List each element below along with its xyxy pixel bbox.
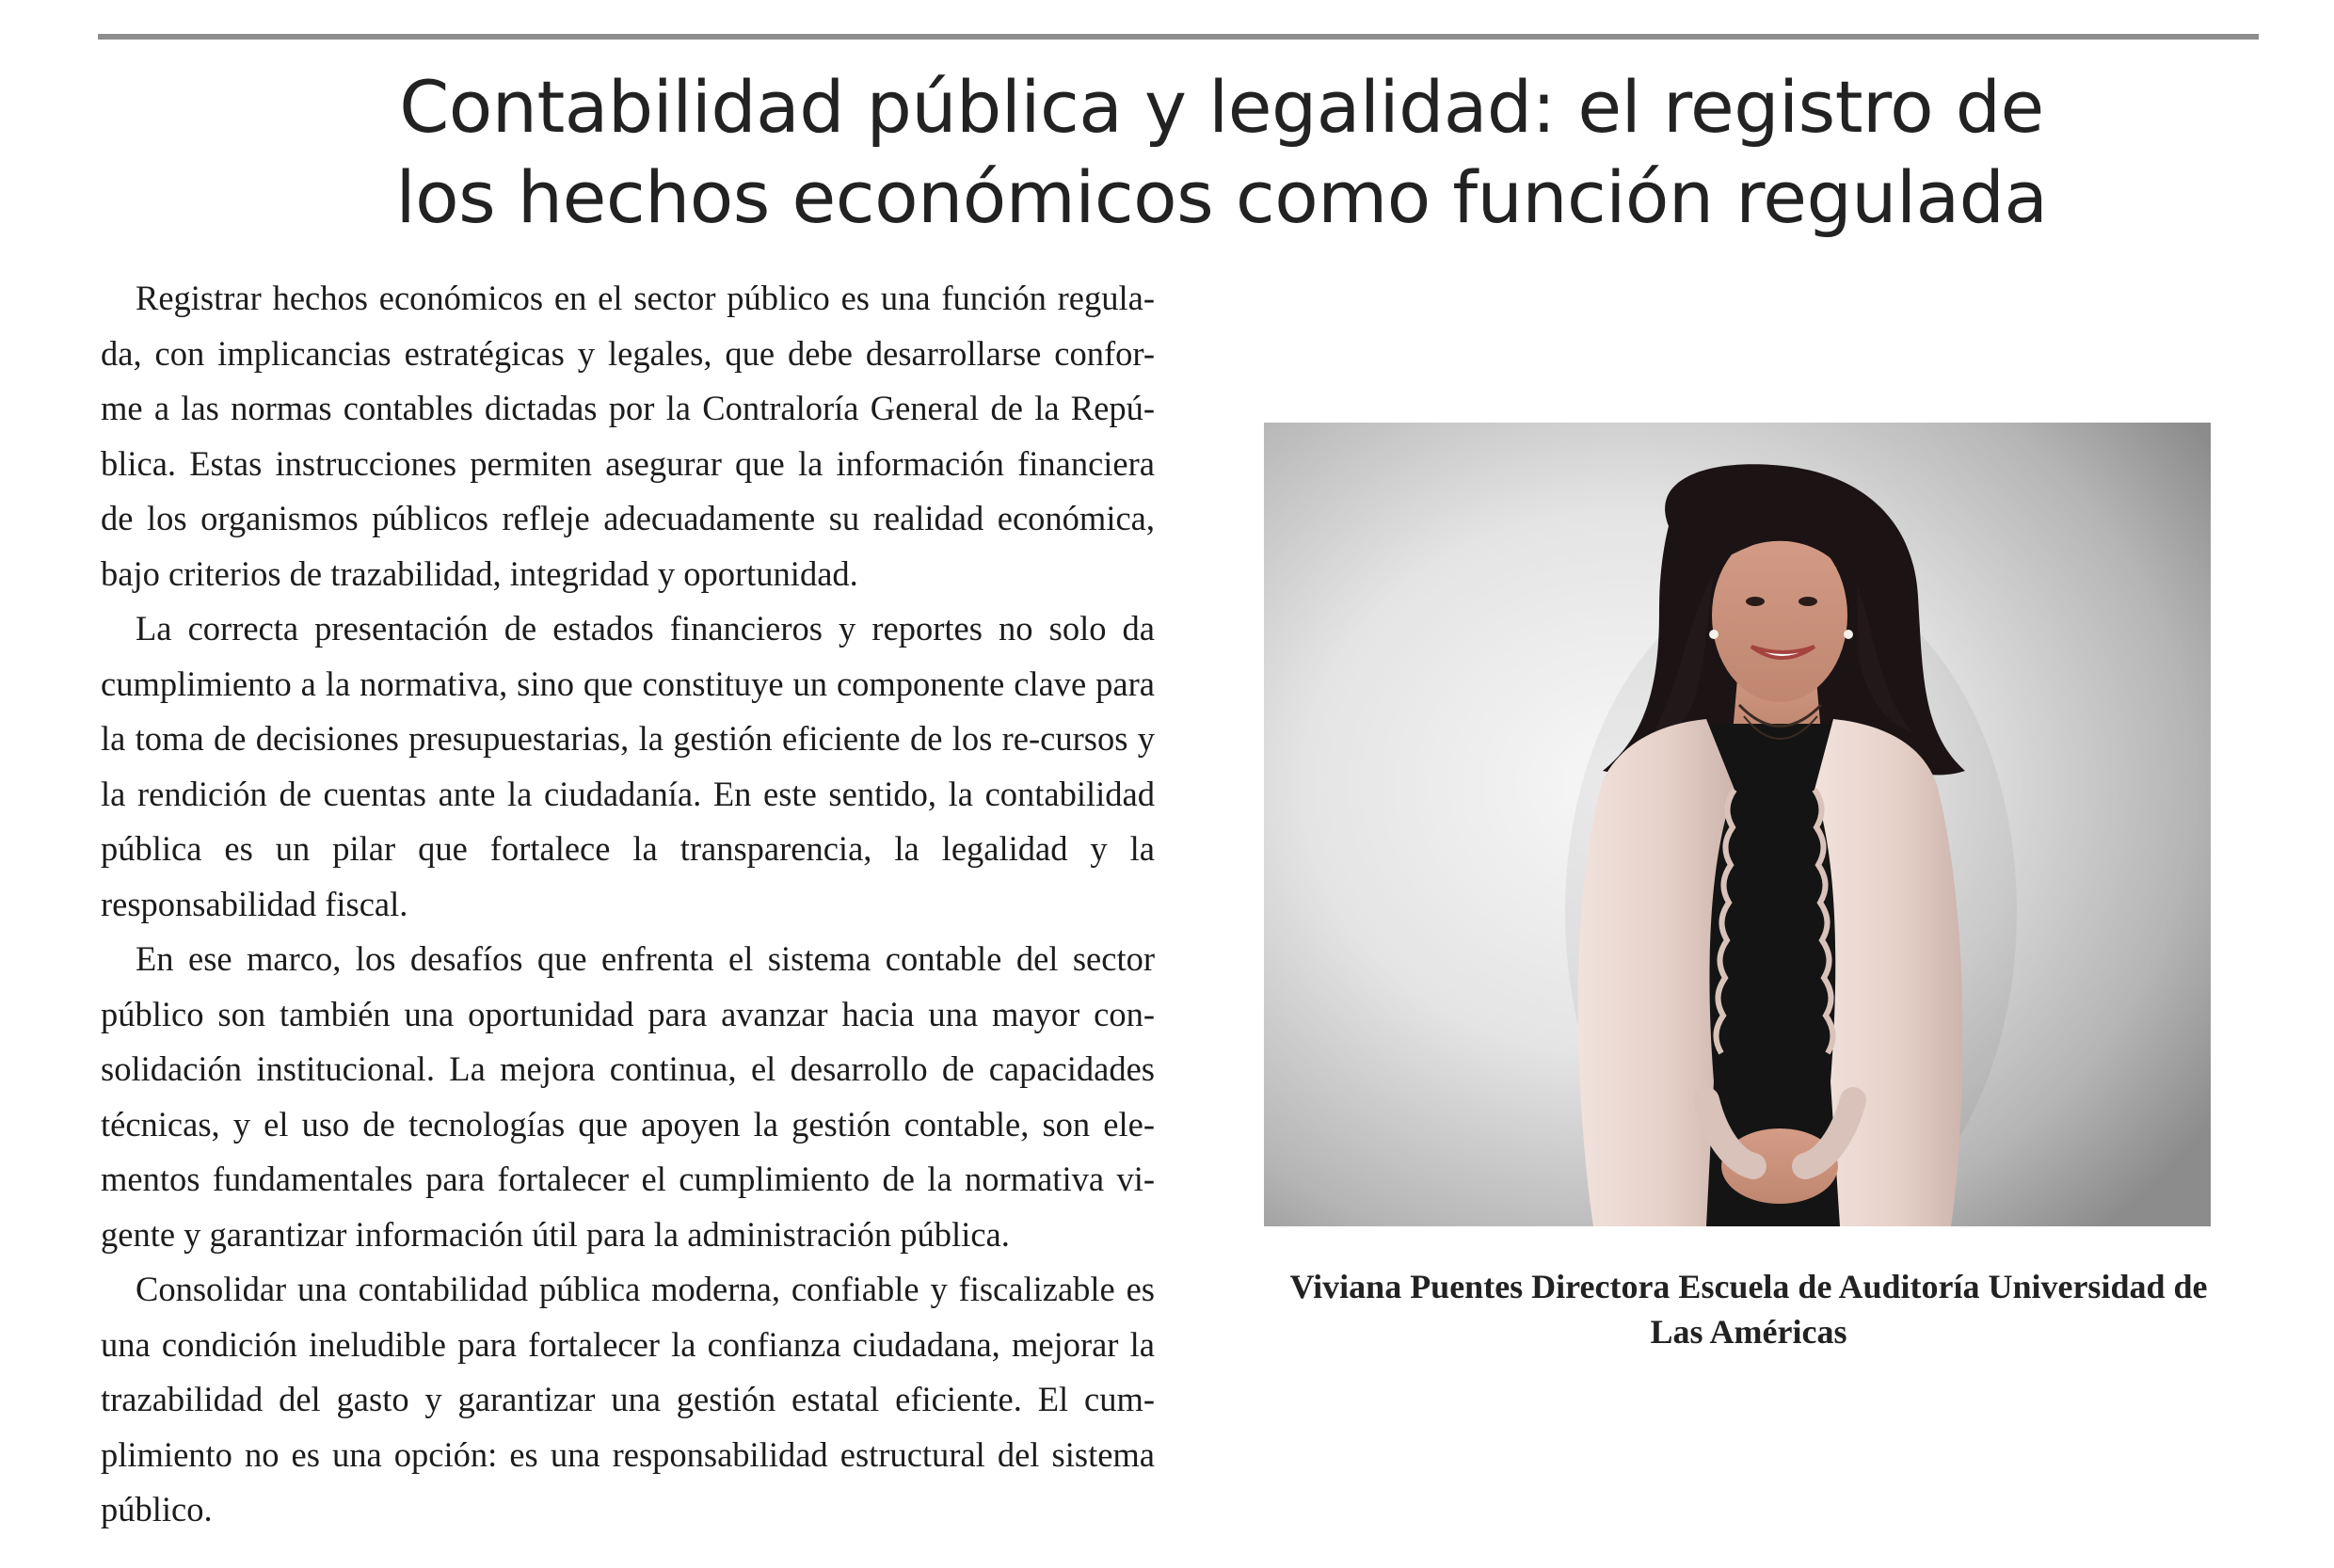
- article-title-line-1: Contabilidad pública y legalidad: el registro de: [399, 65, 2044, 149]
- body-paragraph-1: Registrar hechos económicos en el sector público es una función regula-da, con implicancias estratégicas y legales, que debe desarrollarse confor-me a las normas contables dictadas por la Contraloría General de la Repú-blica. Estas instrucciones permiten asegurar que la información financiera de los organismos públicos refleje adecuadamente su realidad económica, bajo criterios de trazabilidad, integridad y oportunidad.: [101, 279, 1155, 593]
- portrait-illustration: [1264, 423, 2211, 1226]
- body-paragraph-2: La correcta presentación de estados financieros y reportes no solo da cumplimiento a la normativa, sino que constituye un componente clave para la toma de decisiones presupuestarias, la gestión eficiente de los re-cursos y la rendición de cuentas ante la ciudadanía. En este sentido, la contabilidad pública es un pilar que fortalece la transparencia, la legalidad y la responsabilidad fiscal.: [101, 609, 1155, 923]
- body-paragraph-4: Consolidar una contabilidad pública moderna, confiable y fiscalizable es una condición ineludible para fortalecer la confianza ciudadana, mejorar la trazabilidad del gasto y garantizar una gestión estatal eficiente. El cum-plimiento no es una opción: es una responsabilidad estructural del sistema público.: [101, 1270, 1155, 1528]
- article-title-line-2: los hechos económicos como función regulada: [395, 155, 2048, 239]
- body-paragraph-3: En ese marco, los desafíos que enfrenta el sistema contable del sector público son también una oportunidad para avanzar hacia una mayor con-solidación institucional. La mejora continua, el desarrollo de capacidades técnicas, y el uso de tecnologías que apoyen la gestión contable, son ele-mentos fundamentales para fortalecer el cumplimiento de la normativa vi-gente y garantizar información útil para la administración pública.: [101, 939, 1155, 1254]
- photo-caption: Viviana Puentes Directora Escuela de Auditoría Universidad de Las Américas: [1289, 1268, 2208, 1351]
- top-rule: [98, 34, 2259, 40]
- portrait-photo: [1264, 423, 2211, 1226]
- article-title: [282, 62, 2161, 243]
- article-body: [101, 271, 1155, 1538]
